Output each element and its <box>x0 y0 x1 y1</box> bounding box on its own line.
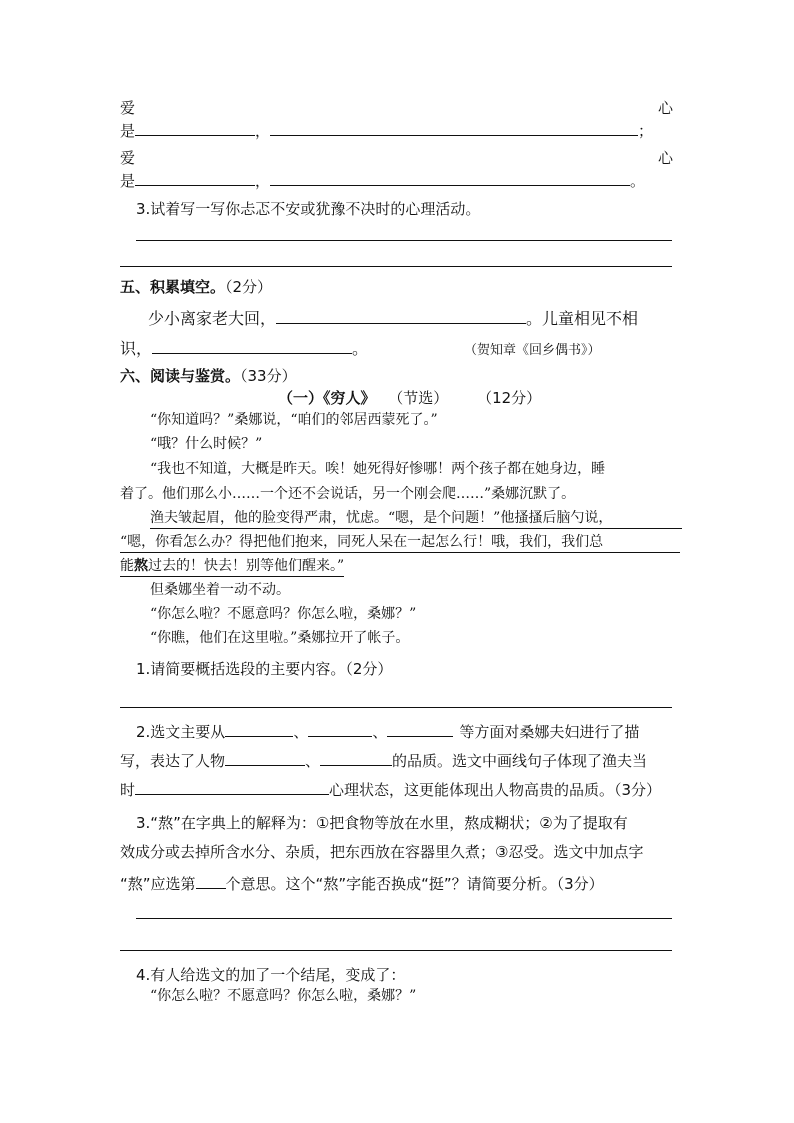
poem-source: （贺知章《回乡偶书》） <box>464 343 601 358</box>
love-row-1-end: 心 <box>657 99 673 117</box>
poem-text: 。 <box>352 339 369 358</box>
question-text: 时 <box>120 781 136 799</box>
love-row-2-top <box>120 147 673 169</box>
answer-line[interactable] <box>136 918 672 919</box>
love-row-1-start: 爱 <box>120 99 136 117</box>
question-text: 、 <box>305 752 321 770</box>
dotted-character: 熬 <box>134 558 148 574</box>
question-4: 4.有人给选文的加了一个结尾，变成了： <box>136 966 406 984</box>
love-blank-2a[interactable] <box>135 169 255 186</box>
q2-blank-2[interactable] <box>308 720 372 737</box>
poem-blank-2[interactable] <box>152 337 352 354</box>
question-3-psych: 3.试着写一写你忐忑不安或犹豫不决时的心理活动。 <box>136 200 481 218</box>
question-3-line-1: 3.“熬”在字典上的解释为：①把食物等放在水里，熬成糊状；②为了提取有 <box>136 814 628 832</box>
q2-blank-3[interactable] <box>387 720 453 737</box>
passage-paragraph: “我也不知道，大概是昨天。唉！她死得好惨哪！两个孩子都在她身边，睡 <box>150 461 606 477</box>
love-row-2-start: 爱 <box>120 149 136 167</box>
passage-paragraph: “你知道吗？”桑娜说，“咱们的邻居西蒙死了。” <box>150 412 438 428</box>
section-6-heading <box>120 365 673 387</box>
passage-paragraph: “哦？什么时候？” <box>150 436 263 452</box>
passage-paragraph: “你瞧，他们在这里啦。”桑娜拉开了帐子。 <box>150 630 410 646</box>
love-row-1-is: 是 <box>120 122 136 140</box>
passage-title-row <box>278 387 542 409</box>
love-row-1-bottom <box>120 119 673 142</box>
question-2-line-3 <box>120 778 673 801</box>
poem-text: 识， <box>120 339 153 358</box>
love-row-2-bottom <box>120 169 673 192</box>
love-row-1-semicolon: ； <box>638 122 654 140</box>
love-blank-1b[interactable] <box>270 119 638 136</box>
section-5-title: 五、积累填空。 <box>120 278 226 296</box>
love-row-1-comma: ， <box>255 122 271 140</box>
section-6-title: 六、阅读与鉴赏。 <box>120 367 241 385</box>
question-text: 等方面对桑娜夫妇进行了描 <box>459 723 640 741</box>
passage-paragraph: 着了。他们那么小……一个还不会说话，另一个刚会爬……”桑娜沉默了。 <box>120 486 576 502</box>
love-row-1-top <box>120 97 673 119</box>
underlined-sentence: “嗯，你看怎么办？得把他们抱来，同死人呆在一起怎么行！哦，我们，我们总 <box>120 532 680 553</box>
poem-blank-1[interactable] <box>276 307 526 324</box>
answer-line[interactable] <box>120 950 672 951</box>
q2-blank-1[interactable] <box>225 720 293 737</box>
passage-text: 能 <box>120 558 134 574</box>
love-row-2-end: 心 <box>657 149 673 167</box>
love-row-2-comma: ， <box>255 172 271 190</box>
q2-blank-5[interactable] <box>320 749 392 766</box>
question-3-line-3 <box>120 872 673 895</box>
section-6-score: （33分） <box>240 367 297 385</box>
underlined-sentence <box>120 556 392 577</box>
poem-line-1 <box>148 307 673 331</box>
love-blank-2b[interactable] <box>270 169 630 186</box>
question-text: 的品质。选文中画线句子体现了渔夫当 <box>392 752 648 770</box>
section-5-score: （2分） <box>225 278 273 296</box>
question-text: 写，表达了人物 <box>120 752 226 770</box>
question-4-quote: “你怎么啦？不愿意吗？你怎么啦，桑娜？” <box>150 988 417 1004</box>
q2-blank-6[interactable] <box>135 778 329 795</box>
underlined-sentence: 渔夫皱起眉，他的脸变得严肃，忧虑。“嗯，是个问题！”他搔搔后脑勺说， <box>150 508 682 529</box>
question-2-line-1 <box>136 720 673 743</box>
passage-paragraph: “你怎么啦？不愿意吗？你怎么啦，桑娜？” <box>150 606 417 622</box>
passage-title: （一）《穷人》 <box>278 389 376 407</box>
underlined-sentence-text <box>120 556 344 577</box>
question-text: “熬”应选第 <box>120 875 196 893</box>
question-text: 个意思。这个“熬”字能否换成“挺”？请简要分析。（3分） <box>225 875 604 893</box>
passage-score: （12分） <box>477 389 542 407</box>
love-blank-1a[interactable] <box>135 119 255 136</box>
passage-paragraph: 但桑娜坐着一动不动。 <box>150 582 290 598</box>
question-text: 2.选文主要从 <box>136 723 226 741</box>
q3-blank[interactable] <box>196 872 226 889</box>
question-1: 1.请简要概括选段的主要内容。（2分） <box>136 660 393 678</box>
question-3-line-2: 效成分或去掉所含水分、杂质，把东西放在容器里久煮；③忍受。选文中加点字 <box>120 843 644 861</box>
question-text: 、 <box>372 723 388 741</box>
question-text: 、 <box>293 723 309 741</box>
q2-blank-4[interactable] <box>225 749 305 766</box>
question-text: 心理状态，这更能体现出人物高贵的品质。（3分） <box>329 781 662 799</box>
answer-line[interactable] <box>120 707 672 708</box>
question-2-line-2 <box>120 749 673 772</box>
section-5-heading <box>120 276 673 298</box>
poem-text: 。儿童相见不相 <box>526 309 639 328</box>
passage-note: （节选） <box>388 389 449 407</box>
passage-text: 过去的！快去！别等他们醒来。” <box>148 558 345 574</box>
answer-line[interactable] <box>120 266 672 267</box>
poem-line-2 <box>120 337 673 361</box>
answer-line[interactable] <box>136 240 672 241</box>
poem-text: 少小离家老大回， <box>148 309 277 328</box>
love-row-2-period: 。 <box>630 172 646 190</box>
love-row-2-is: 是 <box>120 172 136 190</box>
